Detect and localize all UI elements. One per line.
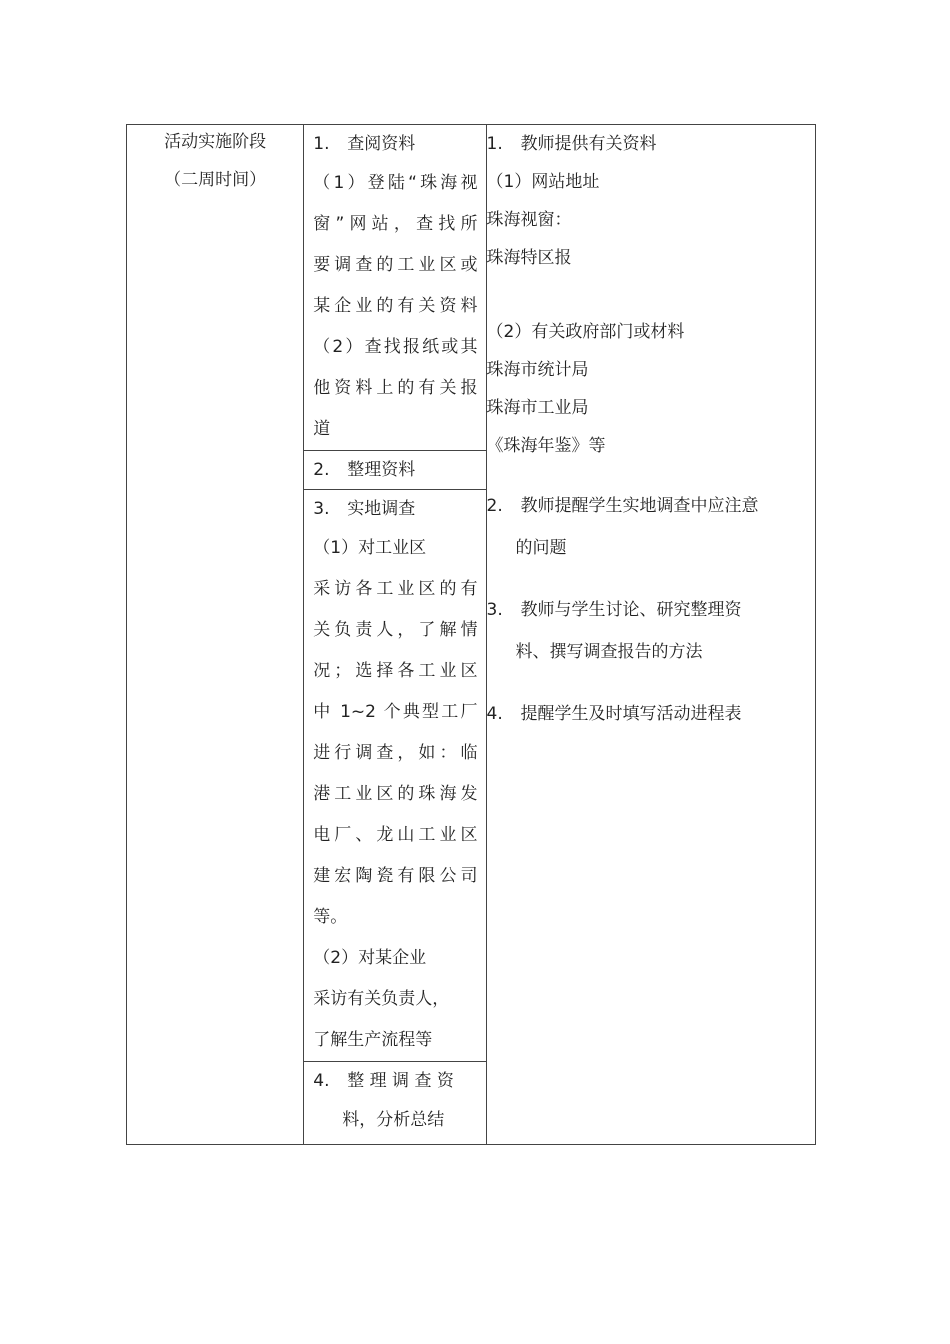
step-3-heading — [313, 490, 477, 528]
teacher-sub-2: （2）有关政府部门或材料 — [486, 322, 685, 342]
teacher-item-3-cont: 料、撰写调查报告的方法 — [515, 642, 703, 662]
step-1-line: （1）登陆“珠海视 — [313, 173, 478, 193]
student-step-1-cell — [304, 125, 486, 451]
teacher-dept-1: 珠海市统计局 — [486, 360, 589, 380]
step-3-number: 3. — [313, 499, 330, 519]
step-3-line: （1）对工业区 — [313, 538, 427, 558]
step-1-line: 窗”网站，查找所 — [313, 214, 478, 234]
step-1-heading — [313, 125, 477, 163]
teacher-site-1: 珠海视窗： — [486, 210, 572, 230]
teacher-item-3-text: 教师与学生讨论、研究整理资 — [520, 600, 742, 620]
teacher-item-3-number: 3. — [486, 600, 503, 620]
step-3-line: 采访各工业区的有 — [313, 579, 478, 599]
step-2-heading — [313, 451, 477, 489]
step-4-heading — [313, 1062, 477, 1100]
step-2-title: 整理资料 — [347, 460, 416, 480]
teacher-item-2-number: 2. — [486, 496, 503, 516]
step-3-line: （2）对某企业 — [313, 948, 427, 968]
step-3-line: 况；选择各工业区 — [313, 661, 478, 681]
teacher-sub-1: （1）网站地址 — [486, 172, 600, 192]
stage-cell — [127, 125, 304, 1145]
teacher-item-3 — [487, 589, 816, 631]
step-3-line: 进行调查，如：临 — [313, 743, 478, 763]
step-3-line: 关负责人，了解情 — [313, 620, 478, 640]
step-1-number: 1. — [313, 134, 330, 154]
step-3-line: 电厂、龙山工业区 — [313, 825, 478, 845]
step-1-title: 查阅资料 — [347, 134, 416, 154]
teacher-cell — [486, 125, 816, 1145]
teacher-item-1-title: 教师提供有关资料 — [520, 134, 657, 154]
teacher-item-2 — [487, 485, 816, 527]
step-3-line: 了解生产流程等 — [313, 1030, 433, 1050]
step-3-line: 港工业区的珠海发 — [313, 784, 478, 804]
teacher-dept-3: 《珠海年鉴》等 — [486, 436, 606, 456]
step-1-line: 某企业的有关资料 — [313, 296, 478, 316]
student-step-2-cell — [304, 451, 486, 490]
step-1-line: 道 — [313, 419, 331, 439]
stage-title: 活动实施阶段 — [164, 132, 267, 152]
step-2-number: 2. — [313, 460, 330, 480]
step-1-line: 他资料上的有关报 — [313, 378, 478, 398]
student-step-4-cell — [304, 1062, 486, 1145]
step-3-line: 等。 — [313, 907, 348, 927]
step-1-line: （2）查找报纸或其 — [313, 337, 478, 357]
step-3-line: 采访有关负责人， — [313, 989, 450, 1009]
step-3-line: 中 1~2 个典型工厂 — [313, 702, 478, 722]
step-3-line: 建宏陶瓷有限公司 — [313, 866, 478, 886]
teacher-item-4 — [487, 693, 816, 735]
step-4-title: 整 理 调 查 资 — [347, 1071, 454, 1091]
teacher-item-4-text: 提醒学生及时填写活动进程表 — [520, 704, 742, 724]
step-4-cont: 料，分析总结 — [342, 1110, 445, 1130]
teacher-item-4-number: 4. — [486, 704, 503, 724]
teacher-item-2-text: 教师提醒学生实地调查中应注意 — [520, 496, 759, 516]
step-1-line: 要调查的工业区或 — [313, 255, 478, 275]
student-step-3-cell — [304, 490, 486, 1062]
table-row — [127, 125, 816, 451]
activity-table — [126, 124, 816, 1145]
step-3-title: 实地调查 — [347, 499, 416, 519]
teacher-dept-2: 珠海市工业局 — [486, 398, 589, 418]
teacher-item-2-cont: 的问题 — [515, 538, 567, 558]
teacher-item-1-heading — [487, 125, 816, 163]
teacher-site-2: 珠海特区报 — [486, 248, 572, 268]
step-4-number: 4. — [313, 1071, 330, 1091]
teacher-item-1-number: 1. — [486, 134, 503, 154]
stage-duration: （二周时间） — [164, 170, 267, 190]
